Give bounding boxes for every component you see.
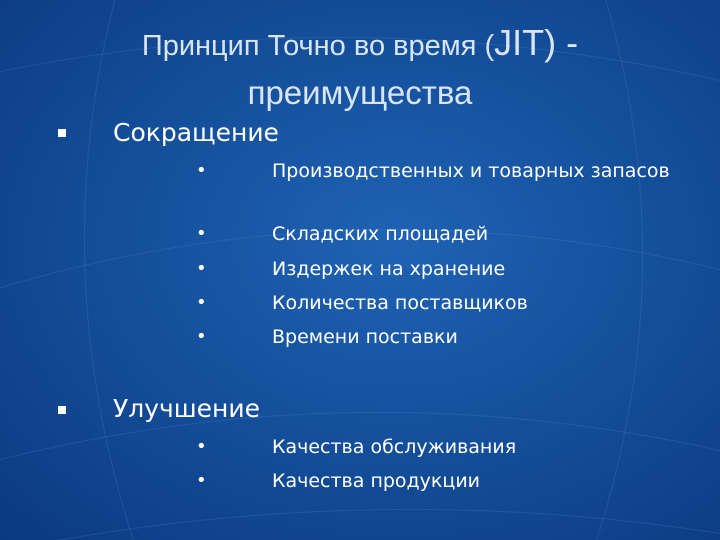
bullet-icon: •: [196, 292, 207, 313]
list-item: Качества обслуживания: [272, 436, 517, 458]
bullet-icon: •: [196, 258, 207, 279]
title-jit: JIT): [494, 22, 557, 63]
square-bullet-icon: [58, 129, 66, 137]
title-text: Принцип Точно во время (: [141, 30, 495, 62]
section-heading: Сокращение: [113, 118, 279, 147]
slide-title-line2: преимущества: [247, 74, 473, 111]
bullet-icon: •: [196, 436, 207, 457]
bullet-icon: •: [196, 470, 207, 491]
slide-title-line1: [0, 22, 720, 64]
list-item: Качества продукции: [272, 470, 481, 492]
list-item: Складских площадей: [272, 223, 489, 245]
list-item: Производственных и товарных запасов: [272, 160, 670, 182]
title-dash: -: [556, 22, 579, 63]
list-item: Издержек на хранение: [272, 258, 506, 280]
bullet-icon: •: [196, 160, 207, 181]
square-bullet-icon: [58, 406, 66, 414]
bullet-icon: •: [196, 223, 207, 244]
list-item: Количества поставщиков: [272, 292, 528, 314]
bullet-icon: •: [196, 326, 207, 347]
list-item: Времени поставки: [272, 326, 458, 348]
section-heading: Улучшение: [113, 394, 261, 423]
